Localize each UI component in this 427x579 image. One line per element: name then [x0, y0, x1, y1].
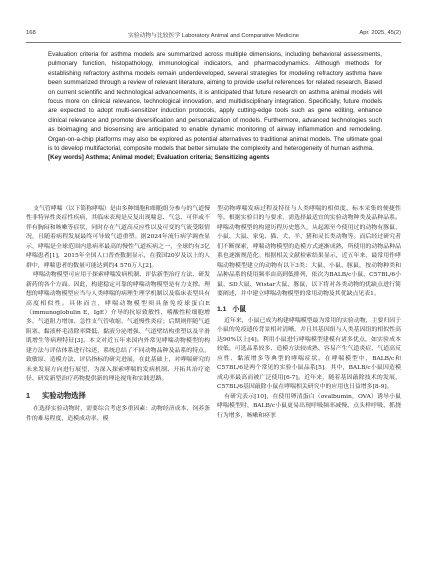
continued-paragraph: 型动物哮喘发病过程及特征与人类哮喘的相似度、标本采集的便捷性等。根据实验目的与要求，需选择最适宜的实验动物种类及品种品系。哮喘动物模型的构建历程历史悠久，从起源至今使用过的动物有豚鼠、小鼠、大鼠、家兔、猫、犬、羊、猪和灵长类动物等。而后经过研究者们不断探索，哮喘动物模型的造模方式逐渐成熟，所使用的动物品种品系也逐渐规范化。根据相关文献检索结果显示，近五年来，最常用作哮喘动物模型建立的动物有以下3类：大鼠、小鼠、豚鼠，按动物种类和品种品系的使用频率由高到低排列，依次为BALB/c小鼠、C57BL/6小鼠、SD大鼠、Wistar大鼠、豚鼠，以下将对各类动物的优缺点进行简要阐述，并中建立哮喘动物模型的常用动物及其优缺点见表1。: [217, 206, 401, 298]
header-rule: [26, 42, 401, 43]
section-paragraph: 在选择实验动物时，需要综合考虑多重因素：动物经济成本、饲养条件的难易程度、造模成功率、模: [26, 406, 210, 422]
issue-date: Apr. 2025, 45(2): [359, 30, 401, 36]
section-number: 1: [26, 390, 31, 400]
section-heading: [26, 391, 210, 400]
journal-title: 实验动物与比较医学 Laboratory Animal and Comparative Medicine: [127, 33, 300, 39]
subsection-title: 小鼠: [232, 305, 247, 313]
subsection-number: 1.1: [217, 305, 227, 313]
mouse-paragraph-2: 有研究表示[10]，在使用卵清蛋白（ovalbumin，OVA）诱导小鼠哮喘模型时，BALB/c小鼠更易出现呼吸频率减慢、点头样呼吸、抓挠行为增多，咳嗽和痉挛: [217, 393, 401, 419]
mouse-paragraph-1: 近年来，小鼠已成为构建哮喘模型最为常用的实验动物，主要归因于小鼠的免疫遗传背景相对清晰，并且其基因组与人类基因组的相似性高达90%以上[4]。利用小鼠进行哮喘模型建模有诸多优点，如实验成本较低、可选品系较多、造模方法较成熟、容易产生气道炎症、气道高反应性、黏液增多等典型的哮喘症状。在哮喘模型中，BALB/c和C57BL/6是两个常见的实验小鼠品系[5]。其中，BALB/c小鼠因造模成功率最高而被广泛使用[6-7]。近年来，随着基因敲除技术的发展，C57BL/6基因敲除小鼠在哮喘相关研究中的应用也日益增多[8-9]。: [217, 317, 401, 391]
left-column: [26, 205, 210, 424]
page-header: [26, 30, 401, 40]
intro-paragraph-2: 哮喘动物模型可应用于探索哮喘发病机制、评估新型治疗方法、研发新药的各个方面。因此，构建稳定可靠的哮喘动物模型是有力支撑。理想的哮喘动物模型应当与人类哮喘的病理生理学机制以及临床表型具有高度相似性。具体而言，哮喘动物模型须具备免疫球蛋白E（immunoglobulin E，IgE）介导的抗原致敏性、嗜酸性粒细胞增多、气道阻力增加、急性支气管收缩、气道慢性炎症；后期则伴随气道阻塞、黏液杯毛清除率降低、黏液分泌增强、气道壁结构重塑以及平滑肌增生等病理特征[3]。本文对近五年来国内外常见哮喘动物模型的构建方法与评估体系进行综述，系统总结了不同动物品种及品系的特点，致敏原、造模方法、评估指标的研究进展，在此基础上，对哮喘研究的未来发展方向进行展望，为深入探索哮喘的发病机制、开拓其治疗途径、研发新型治疗药物提供新的理论视角和实践思路。: [26, 272, 210, 383]
section-title: 实验动物选择: [42, 390, 86, 400]
page-number: 168: [26, 30, 36, 36]
intro-paragraph-1: 支气管哮喘（以下简称哮喘）是由多种细胞和细胞组分参与的气道慢性非特异性炎症性疾病，其临床表现是反复出现喘息、气急、可伴或不伴有胸闷和咳嗽等症状，同时存在气道高反应性以及可变的气流受限情况，且随着病程发展最终可导致气道重塑。据2024年流行病学调查显示，哮喘是全球范围内患病率最高的慢性气道疾病之一，全球约有3亿哮喘患者[1]，2015年全国人口普查数据显示，在我国20岁及以上的人群中，哮喘患者的数量可能达到约4 570万人[2]。: [26, 206, 210, 269]
abstract: [48, 50, 382, 163]
right-column: [217, 205, 401, 421]
abstract-text: Evaluation criteria for asthma models are summarized across multiple dimensions, including behavioral assessments, pulmonary function, histopathology, immunological indicators, and pharmacodynamics. Although methods for establishing refractory asthma models remain underdeveloped, several strategies for modeling refractory asthma have been summarized through a review of relevant literature, aiming to provide useful references for related research. Based on current scientific and technological advancements, it is anticipated that future research on asthma animal models will focus more on clinical relevance, technological innovation, and multidisciplinary integration. Specifically, future models are expected to adopt multi-sensitizer induction protocols, apply cutting-edge tools such as gene editing, enhance clinical relevance and promote diversification and personalization of models. Furthermore, advanced technologies such as bioimaging and biosensing are anticipated to enable dynamic monitoring of airway inflammation and remodeling. Organ-on-a-chip platforms may also be explored as potential alternatives to traditional animal models. The ultimate goal is to develop multifactorial, composite models that better simulate the complexity and heterogeneity of human asthma.: [48, 51, 382, 153]
subsection-heading: [217, 305, 401, 314]
keywords: [Key words] Asthma; Animal model; Evaluation criteria; Sensitizing agents: [48, 154, 270, 162]
